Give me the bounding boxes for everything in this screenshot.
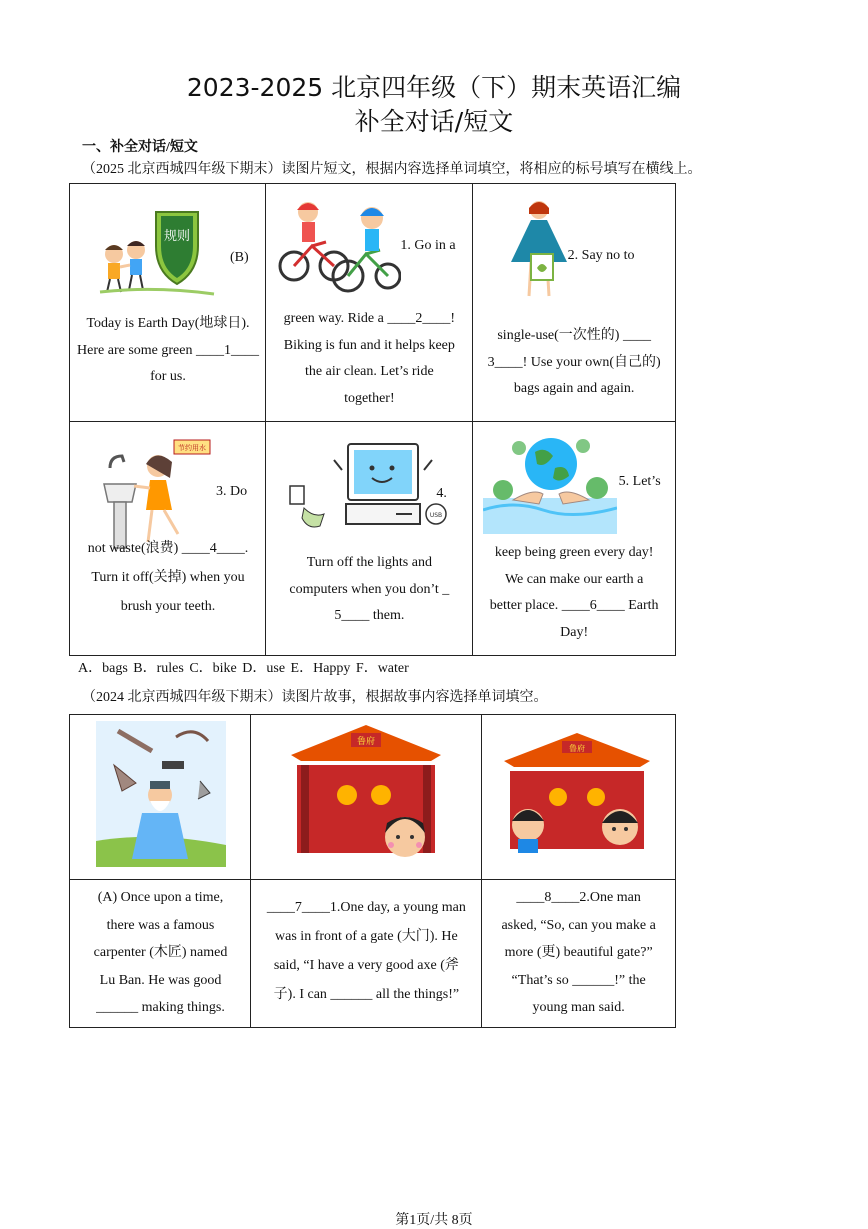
document-title: 2023-2025 北京四年级（下）期末英语汇编 xyxy=(186,73,682,102)
kids-biking-image xyxy=(276,192,401,297)
lu-ban-carpenter-image xyxy=(96,721,226,867)
story-picture-2 xyxy=(251,715,481,880)
gate-two-men-image xyxy=(504,733,650,853)
cell-4-text: not waste(浪费) ____4____. Turn it off(关掉) when you brush your teeth. xyxy=(87,541,249,614)
document-subtitle: 补全对话/短文 xyxy=(354,107,514,136)
page-footer: 第1页/共 8页 xyxy=(395,1213,473,1228)
story-text-2-body: ____7____1.One day, a young man was in front of a gate (大门). He said, “I have a very good axe (斧 子). I can ______ all the things!” xyxy=(266,900,466,1002)
picture-story-table-1 xyxy=(69,183,676,656)
cell-3-text: single-use(一次性的) ____ 3____! Use your own(自己的) bags again and again. xyxy=(487,328,661,396)
story-text-1-body: (A) Once upon a time, there was a famous carpenter (木匠) named Lu Ban. He was good ______ making things. xyxy=(93,890,228,1015)
cell-5-text: Turn off the lights and computers when you don’t _ 5____ them. xyxy=(289,555,450,623)
story-cell-1 xyxy=(70,184,266,422)
plaque-text-1: 鲁府 xyxy=(357,737,376,747)
cell-1-text: Today is Earth Day(地球日). Here are some green ____1____ for us. xyxy=(77,316,259,384)
cell-6-text: keep being green every day! We can make our earth a better place. ____6____ Earth Day! xyxy=(489,545,659,640)
story-text-3 xyxy=(481,880,675,1028)
story-picture-3 xyxy=(481,715,675,880)
story-cell-6 xyxy=(472,422,675,656)
story-text-2 xyxy=(251,880,481,1028)
cell-5-label: 4. xyxy=(436,486,447,501)
cell-4-label: 3. Do xyxy=(216,484,248,499)
story-cell-3 xyxy=(472,184,675,422)
word-options: A．bags B．rules C．bike D．use E．Happy F．water xyxy=(78,661,409,676)
story-cell-4 xyxy=(70,422,266,656)
earth-hands-image xyxy=(483,428,617,534)
picture-story-table-2 xyxy=(69,714,676,1028)
kids-rules-sign-image xyxy=(94,206,224,298)
cell-2-label: 1. Go in a xyxy=(400,238,456,253)
sign-text: 规则 xyxy=(163,229,191,244)
story-cell-2 xyxy=(266,184,472,422)
instruction-part1: （2025 北京西城四年级下期末）读图片短文，根据内容选择单词填空，将相应的标号填写在横线上。 xyxy=(82,162,702,177)
instruction-part2: （2024 北京西城四年级下期末）读图片故事，根据故事内容选择单词填空。 xyxy=(82,690,548,705)
story-picture-1 xyxy=(70,715,251,880)
story-cell-5 xyxy=(266,422,472,656)
story-text-1 xyxy=(70,880,251,1028)
cell-1-label: (B) xyxy=(230,250,249,265)
usb-text: USB xyxy=(430,512,443,519)
cell-6-label: 5. Let’s xyxy=(618,474,661,489)
badge-text: 节约用水 xyxy=(178,444,206,452)
plaque-text-2: 鲁府 xyxy=(568,744,585,753)
gate-young-man-image xyxy=(291,725,441,859)
cell-2-text: green way. Ride a ____2____! Biking is fun and it helps keep the air clean. Let’s ride together! xyxy=(283,311,455,406)
section-heading: 一、补全对话/短文 xyxy=(82,140,198,155)
story-text-3-body: ____8____2.One man asked, “So, can you make a more (更) beautiful gate?” “That’s so ______!” the young man said. xyxy=(501,890,656,1015)
woman-with-bag-image xyxy=(507,196,577,306)
cell-3-label: 2. Say no to xyxy=(567,248,635,263)
